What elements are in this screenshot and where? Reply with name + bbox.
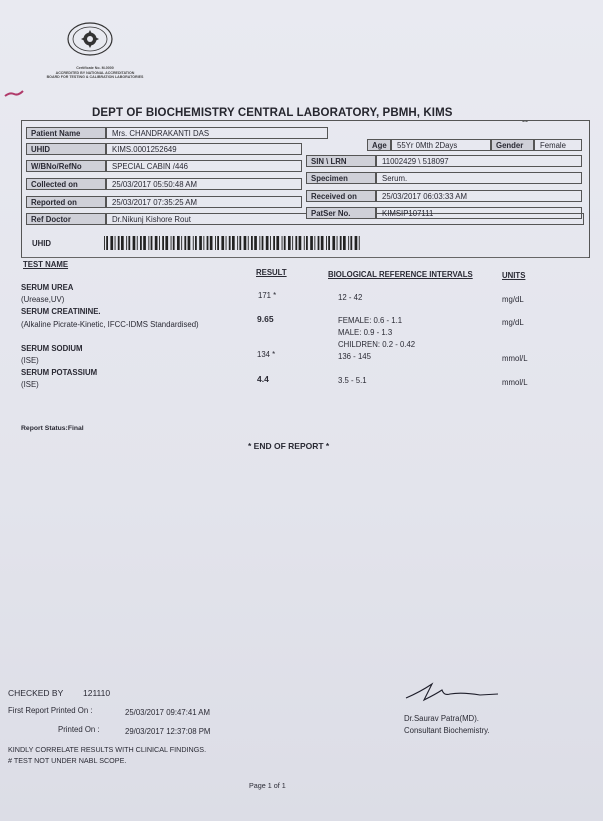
received-label: Received on	[306, 190, 376, 202]
gender-value: Female	[534, 139, 582, 151]
test-unit: mmol/L	[502, 378, 528, 387]
sin-value: 11002429 \ 518097	[376, 155, 582, 167]
accreditation-text: Certificate No. M-0000 ACCREDITED BY NATIONAL ACCREDITATION BOARD FOR TESTING & CALIBRATION LABORATORIES	[46, 66, 144, 80]
nabl-logo	[64, 20, 116, 58]
received-value: 25/03/2017 06:03:33 AM	[376, 190, 582, 202]
sin-label: SIN \ LRN	[306, 155, 376, 167]
doctor-title: Consultant Biochemistry.	[404, 726, 490, 735]
ref-doctor-value: Dr.Nikunj Kishore Rout	[106, 213, 584, 225]
test-unit: mg/dL	[502, 318, 524, 327]
printed-on-value: 29/03/2017 12:37:08 PM	[125, 727, 211, 736]
test-name-header: TEST NAME	[23, 260, 69, 269]
checked-by-label: CHECKED BY	[8, 688, 64, 698]
uhid-barcode-label: UHID	[32, 239, 52, 248]
doctor-name: Dr.Saurav Patra(MD).	[404, 714, 479, 723]
result-header: RESULT	[256, 268, 287, 277]
test-result: 9.65	[257, 314, 274, 324]
reported-label: Reported on	[26, 196, 106, 208]
test-method: (ISE)	[21, 356, 39, 365]
test-method: (Alkaline Picrate-Kinetic, IFCC-IDMS Standardised)	[21, 320, 199, 329]
specimen-value: Serum.	[376, 172, 582, 184]
collected-label: Collected on	[26, 178, 106, 190]
gender-label: Gender	[491, 139, 534, 151]
uhid-value: KIMS.0001252649	[106, 143, 302, 155]
units-header: UNITS	[502, 271, 526, 280]
test-method: (Urease,UV)	[21, 295, 65, 304]
reported-value: 25/03/2017 07:35:25 AM	[106, 196, 302, 208]
test-result: 4.4	[257, 374, 269, 384]
test-name: SERUM CREATININE.	[21, 307, 101, 316]
report-status: Report Status:Final	[21, 425, 84, 432]
test-name: SERUM SODIUM	[21, 344, 83, 353]
test-result: 134 *	[257, 350, 276, 359]
test-unit: mg/dL	[502, 295, 524, 304]
specimen-label: Specimen	[306, 172, 376, 184]
patient-name-value: Mrs. CHANDRAKANTI DAS	[106, 127, 328, 139]
collected-value: 25/03/2017 05:50:48 AM	[106, 178, 302, 190]
uhid-barcode	[104, 236, 362, 250]
page-number: Page 1 of 1	[249, 781, 286, 790]
patser-value: KIMSIP107111	[376, 207, 582, 219]
test-reference: 3.5 - 5.1	[338, 376, 367, 385]
uhid-label: UHID	[26, 143, 106, 155]
test-method: (ISE)	[21, 380, 39, 389]
first-printed-value: 25/03/2017 09:47:41 AM	[125, 708, 210, 717]
end-of-report: * END OF REPORT *	[248, 441, 330, 451]
ward-label: W/BNo/RefNo	[26, 160, 106, 172]
test-reference-children: CHILDREN: 0.2 - 0.42	[338, 340, 416, 349]
test-name: SERUM UREA	[21, 283, 74, 292]
footer-note: KINDLY CORRELATE RESULTS WITH CLINICAL FINDINGS.	[8, 745, 207, 754]
footer-note-scope: # TEST NOT UNDER NABL SCOPE.	[8, 756, 127, 765]
patser-label: PatSer No.	[306, 207, 376, 219]
patient-name-label: Patient Name	[26, 127, 106, 139]
test-reference-male: MALE: 0.9 - 1.3	[338, 328, 393, 337]
printed-on-label: Printed On :	[58, 725, 100, 734]
corner-mark: --	[522, 116, 528, 126]
reference-header: BIOLOGICAL REFERENCE INTERVALS	[328, 270, 473, 279]
test-unit: mmol/L	[502, 354, 528, 363]
lab-title: DEPT OF BIOCHEMISTRY CENTRAL LABORATORY, PBMH, KIMS	[92, 107, 453, 119]
test-reference: 12 - 42	[338, 293, 363, 302]
ref-doctor-label: Ref Doctor	[26, 213, 106, 225]
test-result: 171 *	[258, 291, 277, 300]
test-reference-female: FEMALE: 0.6 - 1.1	[338, 316, 403, 325]
test-name: SERUM POTASSIUM	[21, 368, 98, 377]
first-printed-label: First Report Printed On :	[8, 706, 93, 715]
age-value: 55Yr 0Mth 2Days	[391, 139, 491, 151]
age-label: Age	[367, 139, 391, 151]
divider	[21, 257, 588, 258]
signature	[402, 678, 502, 708]
checked-by-value: 121110	[83, 688, 111, 698]
pen-mark	[4, 89, 24, 99]
test-reference: 136 - 145	[338, 352, 371, 361]
ward-value: SPECIAL CABIN /446	[106, 160, 302, 172]
